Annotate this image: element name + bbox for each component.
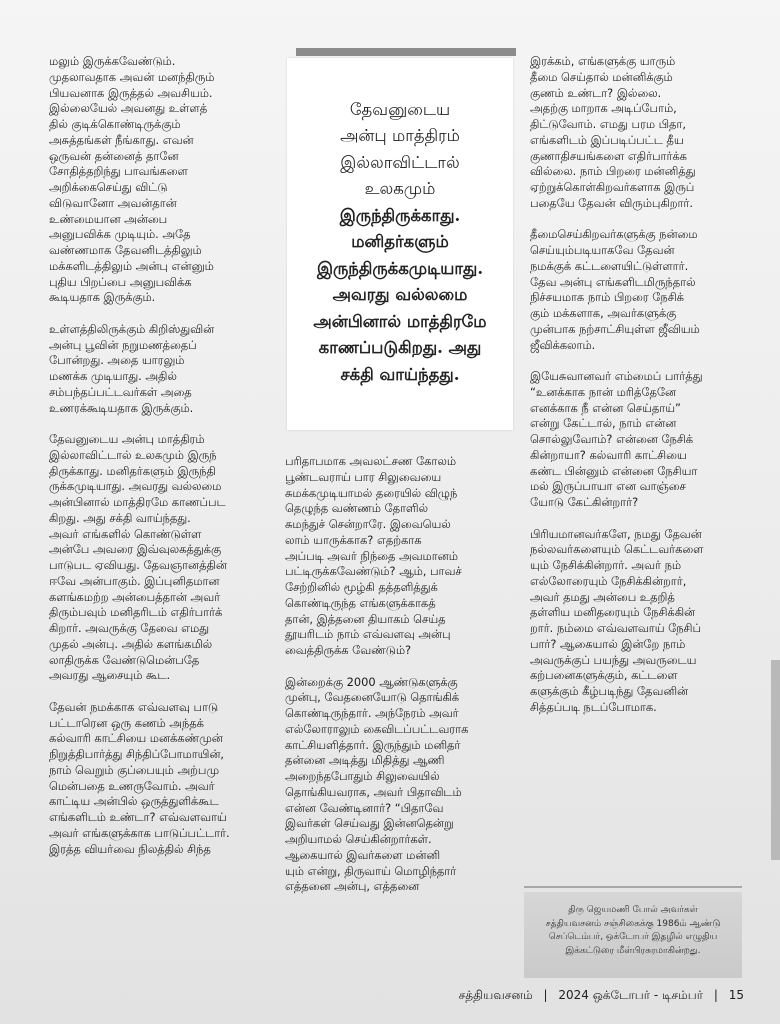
paragraph: உள்ளத்திலிருக்கும் கிறிஸ்துவின் அன்பு பூவின் நறுமணத்தைப் போன்றது. அதை யாரலும் மணக்க முடியாது. அதில் சம்பந்தப்பட்டவர்கள் அதை உணரக்கூடியதாக இருக்கும். (49, 321, 215, 415)
footer-separator: | (713, 988, 718, 1002)
paragraph: தேவன் நமக்காக எவ்வளவு பாடு பட்டாரென ஒரு கணம் அந்தக் கல்வாரி காட்சியை மனக்கண்முன் நிறுத்திபார்த்து சிந்திப்போமாயின், நாம் வெறும் குப்பையும் அற்பமு மென்பதை உணருவோம். அவர் காட்டிய அன்பில் ஒருத்துளிக்கூட எங்களிடம் உண்டா? எவ்வளவாய் அவர் எங்களுக்காக பாடுப்பட்டார். இரத்த வியர்வை நிலத்தில் சிந்த (49, 699, 230, 856)
paragraph: இன்றைக்கு 2000 ஆண்டுகளுக்கு முன்பு, வேதனையோடு தொங்கிக் கொண்டிருந்தார். அந்நேரம் அவர் எல்லோராலும் கைவிடப்பட்டவராக காட்சியளித்தார். இருந்தும் மனிதர் தன்னை அடித்து மிதித்து ஆணி அறைந்தபோதும் சிலுவையில் தொங்கியவராக, அவர் பிதாவிடம் என்ன வேண்டினார்? “பிதாவே இவர்கள் செய்வது இன்னதென்று அறியாமல் செய்கின்றார்கள். ஆகையால் இவர்களை மன்னி யும் என்று, திருவாய் மொழிந்தார் எத்தனை அன்பு, எத்தனை (285, 674, 469, 894)
issue-date: 2024 ஒக்டோபர் - டிசம்பர் (558, 988, 704, 1002)
paragraph: இயேசுவானவர் எம்மைப் பார்த்து “உனக்காக நான் மரித்தேனே எனக்காக நீ என்ன செய்தாய்” என்று கேட்டால், நாம் என்ன சொல்லுவோம்? என்னை நேசிக் கின்றாயா? கல்வாரி காட்சியை கண்ட பின்னும் என்னை நேசியா மல் இருப்பாயா என வாஞ்சை யோடு கேட்கின்றார்? (530, 369, 703, 509)
paragraph: பரிதாபமாக அவலட்சண கோலம் பூண்டவராய் பார சிலுவையை சுமக்கமுடியாமல் தரையில் விழுந் தெழுந்த வண்ணம் தோளில் சுமந்துச் சென்றாரே. இவையெல் லாம் யாருக்காக? எதற்காக அப்படி அவர் நிந்தை அவமானம் பட்டிருக்கவேண்டும்? ஆம், பாவச் சேற்றினில் மூழ்கி தத்தளித்துக் கொண்டிருந்த எங்களுக்காகத் தான், இத்தனை தியாகம் செய்த தூயரிடம் நாம் எவ்வளவு அன்பு வைத்திருக்க வேண்டும்? (285, 454, 462, 657)
article-column-3 (530, 54, 755, 731)
paragraph: பிரியமானவர்களே, நமது தேவன் நல்லவர்களையும் கெட்டவர்களை யும் நேசிக்கின்றார். அவர் நம் எல்லோரையும் நேசிக்கின்றார், அவர் தமது அன்பை உதறித் தள்ளிய மனிதரையும் நேசிக்கின் றார். நம்மை எவ்வளவாய் நேசிப் பார்? ஆகையால் இன்றே நாம் அவருக்குப் பயந்து அவருடைய கற்பனைகளுக்கும், கட்டளை களுக்கும் கீழ்படிந்து தேவனின் சித்தப்படி நடப்போமாக. (530, 526, 704, 714)
pull-quote-line-1: தேவனுடைய அன்பு மாத்திரம் இல்லாவிட்டால் உலகமும் (340, 99, 460, 198)
author-credit-box (524, 892, 742, 978)
pull-quote-bar (296, 48, 516, 56)
page-edge-stripe (771, 660, 780, 860)
paragraph: இரக்கம், எங்களுக்கு யாரும் தீமை செய்தால் மன்னிக்கும் குணம் உண்டா? இல்லை. அதற்கு மாறாக அடிப்போம், திட்டுவோம். எமது பரம பிதா, எங்களிடம் இப்படிப்பட்ட தீய குணாதிசயங்களை எதிர்பார்க்க வில்லை. நாம் பிறரை மன்னித்து ஏற்றுக்கொள்கிறவர்களாக இருப் பதையே தேவன் விரும்புகிறார். (530, 54, 696, 210)
pull-quote (287, 70, 513, 388)
paragraph: மலும் இருக்கவேண்டும். முதலாவதாக அவன் மனந்திரும் பியவனாக இருத்தல் அவசியம். இல்லையேல் அவனது உள்ளத் தில் குடிக்கொண்டிருக்கும் அசுத்தங்கள் நீங்காது. எவன் ஒருவன் தன்னைத் தானே சோதித்தறிந்து பாவங்களை அறிக்கைசெய்து விட்டு விடுவானோ அவன்தான் உண்மையான அன்பை அனுபவிக்க முடியும். அதே வண்ணமாக தேவனிடத்திலும் மக்களிடத்திலும் அன்பு என்னும் புதிய பிறப்பை அனுபவிக்க கூடியதாக இருக்கும். (49, 54, 215, 305)
pull-quote-box (287, 58, 513, 430)
magazine-name: சத்தியவசனம் (458, 988, 533, 1002)
page-number: 15 (728, 988, 744, 1002)
footer-separator: | (543, 988, 548, 1002)
article-column-1 (49, 54, 274, 873)
author-credit: திரு ஜெயமணி போல் அவர்கள் சத்தியவசனம் சஞ்சிகைக்கு 1986ம் ஆண்டு செப்டெம்பர், ஒக்டோபர் இதழில் எழுதிய இக்கட்டுரை மீள்பிரசுரமாகின்றது. (545, 905, 721, 956)
credit-divider (524, 886, 742, 888)
paragraph: தீமைசெய்கிறவர்களுக்கு நன்மை செய்யும்படியாகவே தேவன் நமக்குக் கட்டளையிட்டுள்ளார். தேவ அன்பு எங்களிடமிருந்தால் நிச்சயமாக நாம் பிறரை நேசிக் கும் மக்களாக, அவர்களுக்கு முன்பாக நற்சாட்சியுள்ள ஜீவியம் ஜீவிக்கலாம். (530, 227, 700, 352)
page-footer (459, 988, 744, 1004)
paragraph: தேவனுடைய அன்பு மாத்திரம் இல்லாவிட்டால் உலகமும் இருந் திருக்காது. மனிதர்களும் இருந்தி ருக்கமுடியாது. அவரது வல்லமை அன்பினால் மாத்திரமே காணப்பட கிறது. அது சக்தி வாய்ந்தது. அவர் எங்களில் கொண்டுள்ள அன்பே அவரை இவ்வுலகத்துக்கு பாடுபட ஏவியது. தேவஞானத்தின் ஈவே அன்பாகும். இப்புனிதமான களங்கமற்ற அன்பைத்தான் அவர் திரும்பவும் மனிதரிடம் எதிர்பார்க் கிறார். அவருக்கு தேவை எமது முதல் அன்பு. அதில் களங்கமில் லாதிருக்க வேண்டுமென்பதே அவரது ஆசையும் கூட. (49, 432, 227, 683)
article-column-2 (285, 454, 510, 911)
pull-quote-line-2: இருந்திருக்காது. மனிதர்களும் இருந்திருக்கமுடியாது. அவரது வல்லமை அன்பினால் மாத்திரமே காணப்படுகிறது. அது சக்தி வாய்ந்தது. (313, 205, 487, 384)
